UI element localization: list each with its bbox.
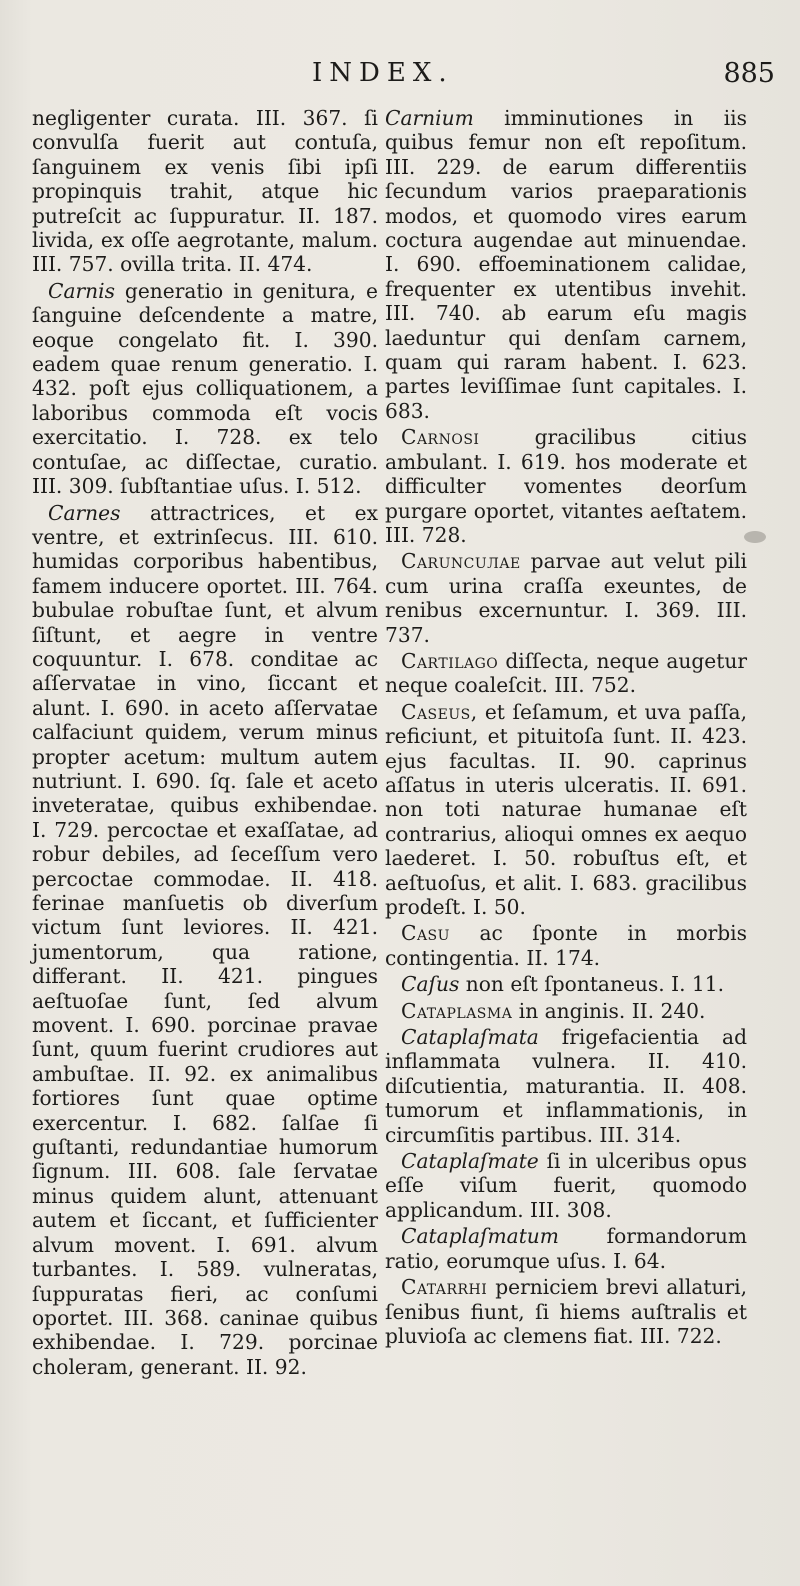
index-entry xyxy=(385,999,747,1023)
entry-headword: Cataplaſmatum xyxy=(401,1224,559,1249)
entry-text: attractrices, et ex ventre, et extrinſecus. III. 610. humidas corporibus habentibus, famem inducere oportet. III. 764. bubulae robuſtae ſunt, et alvum ſiſtunt, et aegre in ventre coquuntur. I. 678. conditae ac aſſervatae in vino, ſiccant et alunt. I. 690. in aceto aſſervatae calfaciunt quidem, verum minus propter acetum: multum autem nutriunt. I. 690. ſq. ſale et aceto inveteratae, quibus exhibendae. I. 729. percoctae et exaſſatae, ad robur debiles, ad ſeceſſum vero percoctae commodae. II. 418. ferinae manſuetis ob diverſum victum ſunt leviores. II. 421. jumentorum, qua ratione, differant. II. 421. pingues aeſtuoſae ſunt, ſed alvum movent. I. 690. porcinae pravae ſunt, quum fuerint crudiores aut ambuſtae. II. 92. ex animalibus fortiores ſunt quae optime exercentur. I. 682. ſalſae ſi guſtanti, redundantiae humorum ſignum. III. 608. ſale ſervatae minus quidem alunt, attenuant autem et ſiccant, et ſufficienter alvum movent. I. 691. alvum turbantes. I. 589. vulneratas, ſuppuratas fieri, ac conſumi oportet. III. 368. caninae quibus exhibendae. I. 729. porcinae choleram, generant. II. 92. xyxy=(32,500,378,1379)
index-entry xyxy=(385,106,747,423)
page-number: 885 xyxy=(723,58,775,89)
index-entry xyxy=(385,425,747,547)
index-entry xyxy=(385,1275,747,1348)
entry-text: formandorum ratio, eorumque uſus. I. 64. xyxy=(385,1224,747,1273)
entry-text: diſſecta, neque augetur neque coaleſcit. III. 752. xyxy=(385,648,747,698)
left-column xyxy=(32,106,378,1381)
entry-headword: Casu xyxy=(401,921,450,946)
index-entry xyxy=(385,1149,747,1222)
index-entry xyxy=(385,1025,747,1147)
entry-text: ſi in ulceribus opus eſſe viſum fuerit, quomodo applicandum. III. 308. xyxy=(385,1149,747,1222)
entry-text: parvae aut velut pili cum urina craſſa exeuntes, de renibus excernuntur. I. 369. III. 737. xyxy=(385,549,747,647)
index-entry xyxy=(385,649,747,698)
entry-headword: Cataplaſmate xyxy=(401,1149,539,1174)
entry-text: perniciem brevi allaturi, ſenibus fiunt, ſi hiems auſtralis et pluvioſa ac clemens fiat. III. 722. xyxy=(385,1275,747,1348)
entry-text: in anginis. II. 240. xyxy=(512,998,706,1023)
entry-headword: Carnium xyxy=(385,106,474,130)
entry-headword: Cartilago xyxy=(401,648,499,673)
index-entry xyxy=(32,279,378,499)
entry-headword: Cataplasma xyxy=(401,998,513,1023)
entry-headword: Cataplaſmata xyxy=(401,1025,539,1050)
entry-headword: Carnis xyxy=(48,278,115,303)
entry-text: generatio in genitura, e ſanguine deſcendente a matre, eoque congelato fit. I. 390. eadem quae renum generatio. I. 432. poſt ejus colliquationem, a laboribus commoda eſt vocis exercitatio. I. 728. ex telo contuſae, ac diſſectae, curatio. III. 309. ſubſtantiae uſus. I. 512. xyxy=(32,278,378,499)
paper-stain xyxy=(744,531,766,543)
index-entry xyxy=(32,106,378,277)
entry-headword: Carnosi xyxy=(401,425,480,450)
entry-text: negligenter curata. III. 367. ſi convulſa fuerit aut contuſa, ſanguinem ex venis ſibi ipſi propinquis trahit, atque hic putreſcit ac ſuppuratur. II. 187. livida, ex oſſe aegrotante, malum. III. 757. ovilla trita. II. 474. xyxy=(32,106,378,277)
index-entry xyxy=(385,972,747,996)
entry-text: frigefacientia ad inflammata vulnera. II. 410. diſcutientia, maturantia. II. 408. tumorum et inflammationis, in circumſitis partibus. III. 314. xyxy=(385,1025,747,1147)
index-entry xyxy=(385,921,747,970)
index-entry xyxy=(385,1224,747,1273)
index-entry xyxy=(385,549,747,647)
entry-headword: Carnes xyxy=(48,500,121,525)
entry-headword: Caseus xyxy=(401,699,471,724)
entry-text: ac ſponte in morbis contingentia. II. 174. xyxy=(385,921,747,970)
entry-text: gracilibus citius ambulant. I. 619. hos moderate et difficulter vomentes deorſum purgare oportet, vitantes aeſtatem. III. 728. xyxy=(385,425,747,547)
entry-text: , et ſeſamum, et uva paſſa, reficiunt, et pituitoſa ſunt. II. 423. ejus facultas. II. 90. caprinus aſſatus in uteris ulceratis. II. 691. non toti naturae humanae eſt contrarius, alioqui omnes ex aequo laederet. I. 50. robuſtus eſt, et aeſtuoſus, et alit. I. 683. gracilibus prodeſt. I. 50. xyxy=(385,699,747,919)
entry-headword: Caſus xyxy=(401,972,460,997)
entry-headword: Catarrhi xyxy=(401,1275,488,1300)
index-entry xyxy=(385,700,747,920)
entry-headword: Caruncuлae xyxy=(401,549,521,574)
index-entry xyxy=(32,501,378,1380)
entry-text: non eſt ſpontaneus. I. 11. xyxy=(459,972,725,997)
running-head: INDEX. xyxy=(312,58,454,88)
entry-text: imminutiones in iis quibus femur non eſt repoſitum. III. 229. de earum differentiis ſecundum varios praeparationis modos, et quomodo vires earum coctura augendae aut minuendae. I. 690. effoeminationem calidae, frequenter ex utentibus invehit. III. 740. ab earum eſu magis laeduntur qui denſam carnem, quam qui raram habent. I. 623. partes leviſſimae ſunt capitales. I. 683. xyxy=(385,106,747,423)
right-column xyxy=(385,106,747,1350)
page-header xyxy=(0,58,800,98)
